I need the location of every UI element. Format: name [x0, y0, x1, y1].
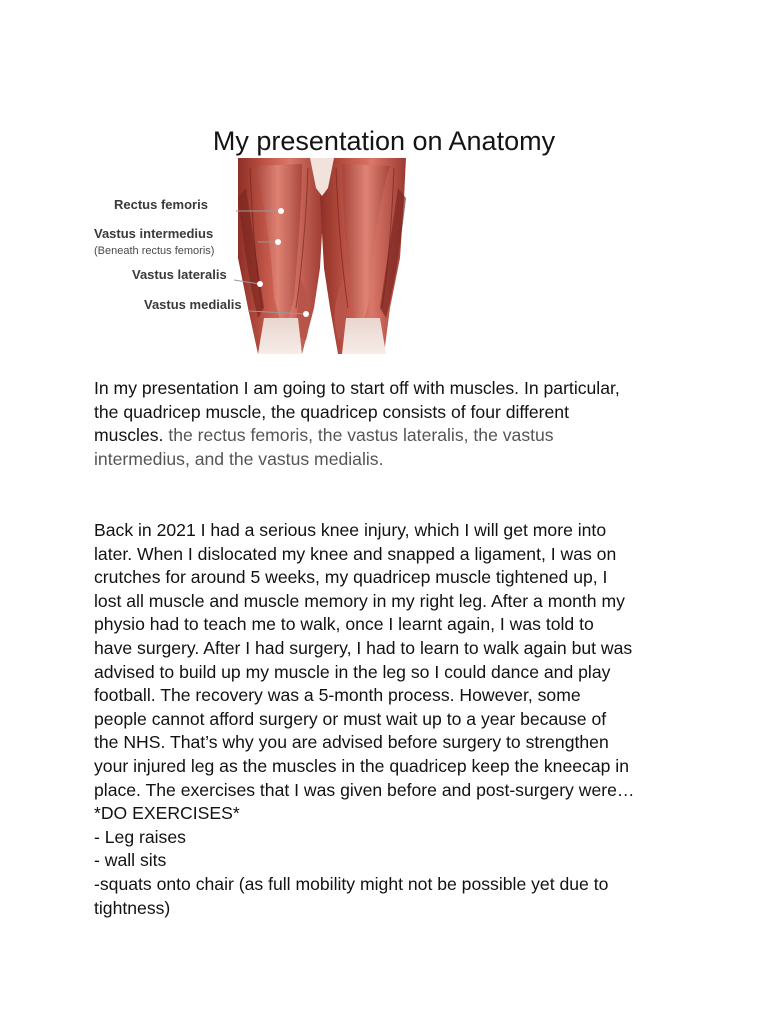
intro-paragraph-text: In my presentation I am going to start off with muscles. In particular, the quadricep muscle, the quadricep consists of four different muscles.: [94, 378, 620, 446]
label-vastus-medialis: Vastus medialis: [144, 297, 242, 312]
label-vastus-lateralis: Vastus lateralis: [132, 267, 227, 282]
intro-paragraph: [94, 377, 694, 471]
injury-story-paragraph: Back in 2021 I had a serious knee injury, which I will get more into later. When I dislocated my knee and snapped a ligament, I was on crutches for around 5 weeks, my quadricep muscle tightened up, I lost all muscle and muscle memory in my right leg. After a month my physio had to teach me to walk, once I learnt again, I was told to have surgery. After I had surgery, I had to learn to walk again but was advised to build up my muscle in the leg so I could dance and play football. The recovery was a 5-month process. However, some people cannot afford surgery or must wait up to a year because of the NHS. That’s why you are advised before surgery to strengthen your injured leg as the muscles in the quadricep keep the kneecap in place. The exercises that I was given before and post-surgery were… *DO EXERCISES* - Leg raises - wall sits -squats onto chair (as full mobility might not be possible yet due to tightness): [94, 520, 635, 918]
left-thigh: [238, 158, 324, 354]
quadriceps-anatomy-figure: [88, 158, 468, 354]
right-thigh: [320, 158, 406, 354]
intro-paragraph-muscle-list: the rectus femoris, the vastus lateralis, the vastus intermedius, and the vastus medialis.: [94, 425, 554, 469]
label-rectus-femoris: Rectus femoris: [114, 197, 208, 212]
document-title: My presentation on Anatomy: [212, 126, 556, 156]
label-vastus-intermedius-note: (Beneath rectus femoris): [94, 245, 215, 257]
label-vastus-intermedius: Vastus intermedius: [94, 226, 214, 241]
quadriceps-illustration: [88, 158, 468, 354]
